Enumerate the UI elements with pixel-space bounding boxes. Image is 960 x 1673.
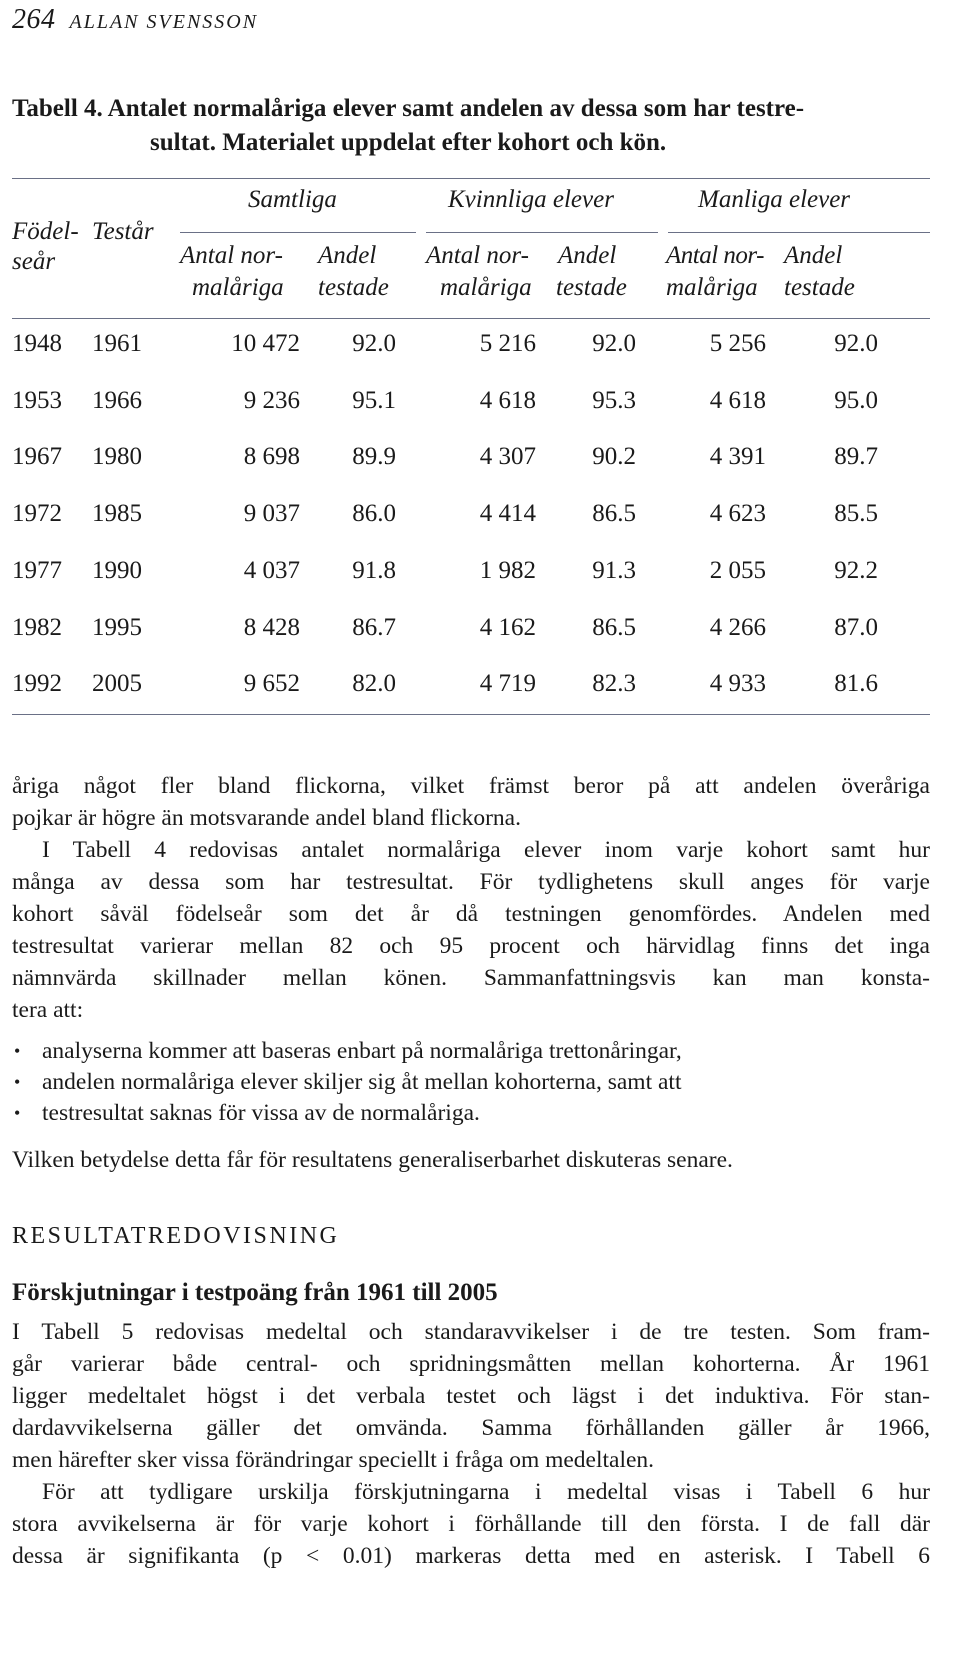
header-count-all-2: malåriga <box>192 274 284 301</box>
cell-birth-year: 1992 <box>12 670 62 698</box>
table-row <box>12 551 930 591</box>
cell-share-all: 86.7 <box>352 613 396 641</box>
bullet-item: • andelen normalåriga elever skiljer sig åt mellan kohorterna, samt att <box>12 1067 930 1098</box>
cell-share-all: 86.0 <box>352 500 396 528</box>
bullet-list <box>12 1036 930 1129</box>
header-share-female-2: testade <box>556 274 627 301</box>
cell-share-all: 92.0 <box>352 330 396 357</box>
table-row <box>12 494 930 534</box>
cell-share-female: 86.5 <box>592 613 636 641</box>
header-share-female-1: Andel <box>558 242 617 269</box>
cell-count-all: 9 236 <box>243 386 300 414</box>
table-row <box>12 664 930 704</box>
subsection-heading: Förskjutningar i testpoäng från 1961 till 2005 <box>12 1279 498 1306</box>
text-line: testresultat varierar mellan 82 och 95 procent och härvidlag finns det inga <box>12 933 930 959</box>
cell-count-female: 4 618 <box>479 386 536 414</box>
header-count-female-1: Antal nor- <box>426 242 529 269</box>
cell-count-all: 8 698 <box>243 443 300 471</box>
cell-test-year: 1995 <box>92 613 142 641</box>
text-line: nämnvärda skillnader mellan könen. Sammanfattningsvis kan man konsta- <box>12 965 930 991</box>
cell-count-all: 10 472 <box>231 330 300 357</box>
cell-count-male: 4 623 <box>709 500 766 528</box>
paragraph <box>12 1316 930 1476</box>
table-header-rule <box>12 318 930 319</box>
cell-share-female: 91.3 <box>592 556 636 584</box>
text-line: men härefter sker vissa förändringar speciellt i fråga om medeltalen. <box>12 1447 655 1473</box>
table-bottom-rule <box>12 714 930 715</box>
cell-share-male: 87.0 <box>834 613 878 641</box>
text-line: tera att: <box>12 997 84 1023</box>
text-line: ligger medeltalet högst i det verbala testet och lägst i det induktiva. För stan- <box>12 1383 930 1409</box>
cell-birth-year: 1948 <box>12 330 62 357</box>
cell-share-female: 92.0 <box>592 330 636 357</box>
cell-birth-year: 1972 <box>12 500 62 528</box>
running-head-author: ALLAN SVENSSON <box>69 11 259 33</box>
group-rule-female <box>426 232 658 233</box>
bullet-item: • analyserna kommer att baseras enbart på normalåriga trettonåringar, <box>12 1036 930 1067</box>
cell-test-year: 2005 <box>92 670 142 698</box>
table-row <box>12 381 930 421</box>
header-count-male-2: malåriga <box>666 274 758 301</box>
page-number: 264 <box>12 4 56 35</box>
cell-share-all: 95.1 <box>352 386 396 414</box>
cell-share-male: 92.2 <box>834 556 878 584</box>
cell-share-male: 92.0 <box>834 330 878 357</box>
cell-count-female: 4 307 <box>479 443 536 471</box>
header-count-all-1: Antal nor- <box>180 242 283 269</box>
cell-birth-year: 1953 <box>12 386 62 414</box>
header-share-male-2: testade <box>784 274 855 301</box>
group-rule-male <box>668 232 930 233</box>
table-caption <box>12 92 930 160</box>
table-top-rule <box>12 178 930 179</box>
header-group-male: Manliga elever <box>698 186 851 213</box>
cell-count-all: 4 037 <box>243 556 300 584</box>
header-count-male-1: Antal nor- <box>666 242 764 269</box>
paragraph <box>12 1476 930 1572</box>
cell-count-male: 2 055 <box>709 556 766 584</box>
text-line: går varierar både central- och spridningsmåtten mellan kohorterna. År 1961 <box>12 1351 930 1377</box>
header-test-year: Testår <box>92 218 154 245</box>
text-line: kohort såväl födelseår som det år då testningen genomfördes. Andelen med <box>12 901 930 927</box>
cell-share-female: 82.3 <box>592 670 636 698</box>
cell-count-male: 4 933 <box>709 670 766 698</box>
running-head <box>12 0 930 40</box>
cell-birth-year: 1967 <box>12 443 62 471</box>
header-birth-year-2: seår <box>12 248 56 275</box>
cell-count-male: 4 618 <box>709 386 766 414</box>
text-line: stora avvikelserna är för varje kohort i förhållande till den första. I de fall där <box>12 1511 930 1537</box>
text-line: pojkar är högre än motsvarande andel bland flickorna. <box>12 805 521 831</box>
cell-count-female: 1 982 <box>479 556 536 584</box>
cell-share-female: 86.5 <box>592 500 636 528</box>
cell-share-male: 81.6 <box>834 670 878 698</box>
cell-count-all: 9 037 <box>243 500 300 528</box>
cell-test-year: 1966 <box>92 386 142 414</box>
header-share-all-1: Andel <box>318 242 377 269</box>
header-birth-year-1: Födel- <box>12 218 79 245</box>
cell-share-female: 95.3 <box>592 386 636 414</box>
caption-line: Tabell 4. Antalet normalåriga elever samt andelen av dessa som har testre- <box>12 95 805 122</box>
cell-share-all: 91.8 <box>352 556 396 584</box>
cell-birth-year: 1977 <box>12 556 62 584</box>
cell-share-all: 82.0 <box>352 670 396 698</box>
header-share-male-1: Andel <box>784 242 843 269</box>
header-group-all: Samtliga <box>248 186 337 213</box>
paragraph <box>12 834 930 1026</box>
cell-count-female: 5 216 <box>479 330 536 357</box>
text-line: I Tabell 4 redovisas antalet normalåriga elever inom varje kohort samt hur <box>42 837 930 863</box>
cell-count-male: 4 391 <box>709 443 766 471</box>
cell-test-year: 1980 <box>92 443 142 471</box>
text-line: dardavvikelserna gäller det omvända. Samma förhållanden gäller år 1966, <box>12 1415 930 1441</box>
cell-count-all: 8 428 <box>243 613 300 641</box>
table-row <box>12 437 930 477</box>
paragraph <box>12 770 930 834</box>
cell-share-male: 85.5 <box>834 500 878 528</box>
group-rule-all <box>180 232 416 233</box>
cell-share-all: 89.9 <box>352 443 396 471</box>
caption-line: sultat. Materialet uppdelat efter kohort och kön. <box>150 129 667 156</box>
header-share-all-2: testade <box>318 274 389 301</box>
bullet-item: • testresultat saknas för vissa av de normalåriga. <box>12 1098 930 1129</box>
cell-count-female: 4 414 <box>479 500 536 528</box>
cell-test-year: 1990 <box>92 556 142 584</box>
cell-count-all: 9 652 <box>243 670 300 698</box>
cell-birth-year: 1982 <box>12 613 62 641</box>
cell-share-female: 90.2 <box>592 443 636 471</box>
table-row <box>12 608 930 648</box>
text-line: För att tydligare urskilja förskjutningarna i medeltal visas i Tabell 6 hur <box>42 1479 930 1505</box>
text-line: åriga något fler bland flickorna, vilket främst beror på att andelen överåriga <box>12 773 930 799</box>
cell-share-male: 89.7 <box>834 443 878 471</box>
text-line: dessa är signifikanta (p < 0.01) markeras detta med en asterisk. I Tabell 6 <box>12 1543 930 1569</box>
cell-test-year: 1961 <box>92 330 142 357</box>
section-heading: RESULTATREDOVISNING <box>12 1223 340 1249</box>
cell-count-female: 4 162 <box>479 613 536 641</box>
cell-count-male: 4 266 <box>709 613 766 641</box>
text-line: Vilken betydelse detta får för resultatens generaliserbarhet diskuteras senare. <box>12 1147 733 1173</box>
text-line: I Tabell 5 redovisas medeltal och standaravvikelser i de tre testen. Som fram- <box>12 1319 930 1345</box>
cell-test-year: 1985 <box>92 500 142 528</box>
text-line: många av dessa som har testresultat. För tydlighetens skull anges för varje <box>12 869 930 895</box>
paragraph <box>12 1144 930 1176</box>
cell-share-male: 95.0 <box>834 386 878 414</box>
header-group-female: Kvinnliga elever <box>448 186 614 213</box>
cell-count-female: 4 719 <box>479 670 536 698</box>
header-count-female-2: malåriga <box>440 274 532 301</box>
cell-count-male: 5 256 <box>709 330 766 357</box>
table-row <box>12 324 930 364</box>
